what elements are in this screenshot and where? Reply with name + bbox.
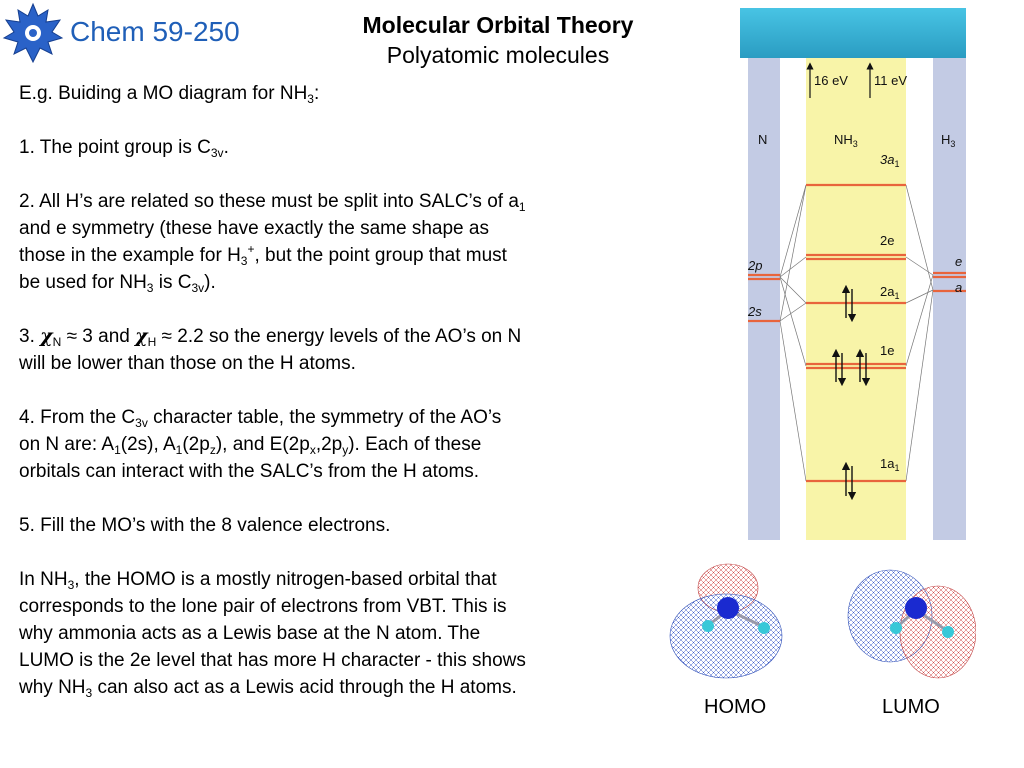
homo-label: HOMO xyxy=(704,696,767,718)
slide-body xyxy=(19,80,639,701)
h3-a-label: a xyxy=(955,280,963,295)
slide-title: Molecular Orbital Theory xyxy=(362,12,634,38)
slide-title-block xyxy=(330,10,666,70)
homo-lumo-paragraph: In $NH_3$, the HOMO is a mostly nitrogen-based orbital that corresponds to the lone pair of electrons from VBT. This is why ammonia acts as a Lewis base at the N atom. The LUMO is the 2e level that has more H character - this shows why $NH_3$ can also act as a Lewis acid through the H atoms. xyxy=(19,569,526,700)
slide-subtitle: Polyatomic molecules xyxy=(386,42,610,68)
mo-2e-label: 2e xyxy=(880,233,895,248)
n-2s-label: 2s xyxy=(748,304,762,319)
maple-leaf-logo-icon xyxy=(2,2,64,64)
energy-left-label: 16 eV xyxy=(814,73,848,88)
mo-1a1-label: $1a_1$ xyxy=(880,456,900,473)
mo-1e-label: 1e xyxy=(880,343,895,358)
energy-right-label: 11 eV xyxy=(874,73,908,88)
nh3-column-label: $NH_3$ xyxy=(834,132,858,149)
course-title: Chem 59-250 xyxy=(70,16,240,47)
lumo-orbital-image xyxy=(846,560,976,690)
homo-orbital-image xyxy=(666,560,796,690)
point-4: 4. From the $C_{3v}$ character table, the symmetry of the AO’s on N are: $A_1(2s)$, $A_1(2p_z)$, and $E(2p_x,2p_y)$. Each of these orbitals can interact with the SALC’s from the H atoms. xyxy=(19,407,502,482)
point-1: 1. The point group is $C_{3v}$. xyxy=(19,137,229,160)
point-2: 2. All H’s are related so these must be split into SALC’s of $a_1$ and e symmetry (these have exactly the same shape as those in the example for $H_3^+$, but the point group that must be used for $NH_3$ is $C_{3v}$). xyxy=(19,191,526,295)
n-column xyxy=(748,58,780,540)
point-3: 3. $\chi_N \approx 3$ and $\chi_H \approx 2.2$ so the energy levels of the AO’s on N will be lower than those on the H atoms. xyxy=(19,325,522,374)
intro-paragraph: E.g. Buiding a MO diagram for $NH_3$: xyxy=(19,83,320,106)
n-2p-label: 2p xyxy=(748,258,763,273)
h3-e-label: e xyxy=(955,254,963,269)
top-bar xyxy=(740,8,966,58)
mo-diagram xyxy=(738,6,968,540)
lumo-label: LUMO xyxy=(882,696,940,718)
mo-3a1-label: $3a_1$ xyxy=(880,152,900,169)
n-column-label: N xyxy=(758,132,768,147)
point-5: 5. Fill the MO’s with the 8 valence electrons. xyxy=(19,515,391,536)
h3-column xyxy=(933,58,966,540)
mo-2a1-label: $2a_1$ xyxy=(880,284,900,301)
h3-column-label: $H_3$ xyxy=(941,132,956,149)
